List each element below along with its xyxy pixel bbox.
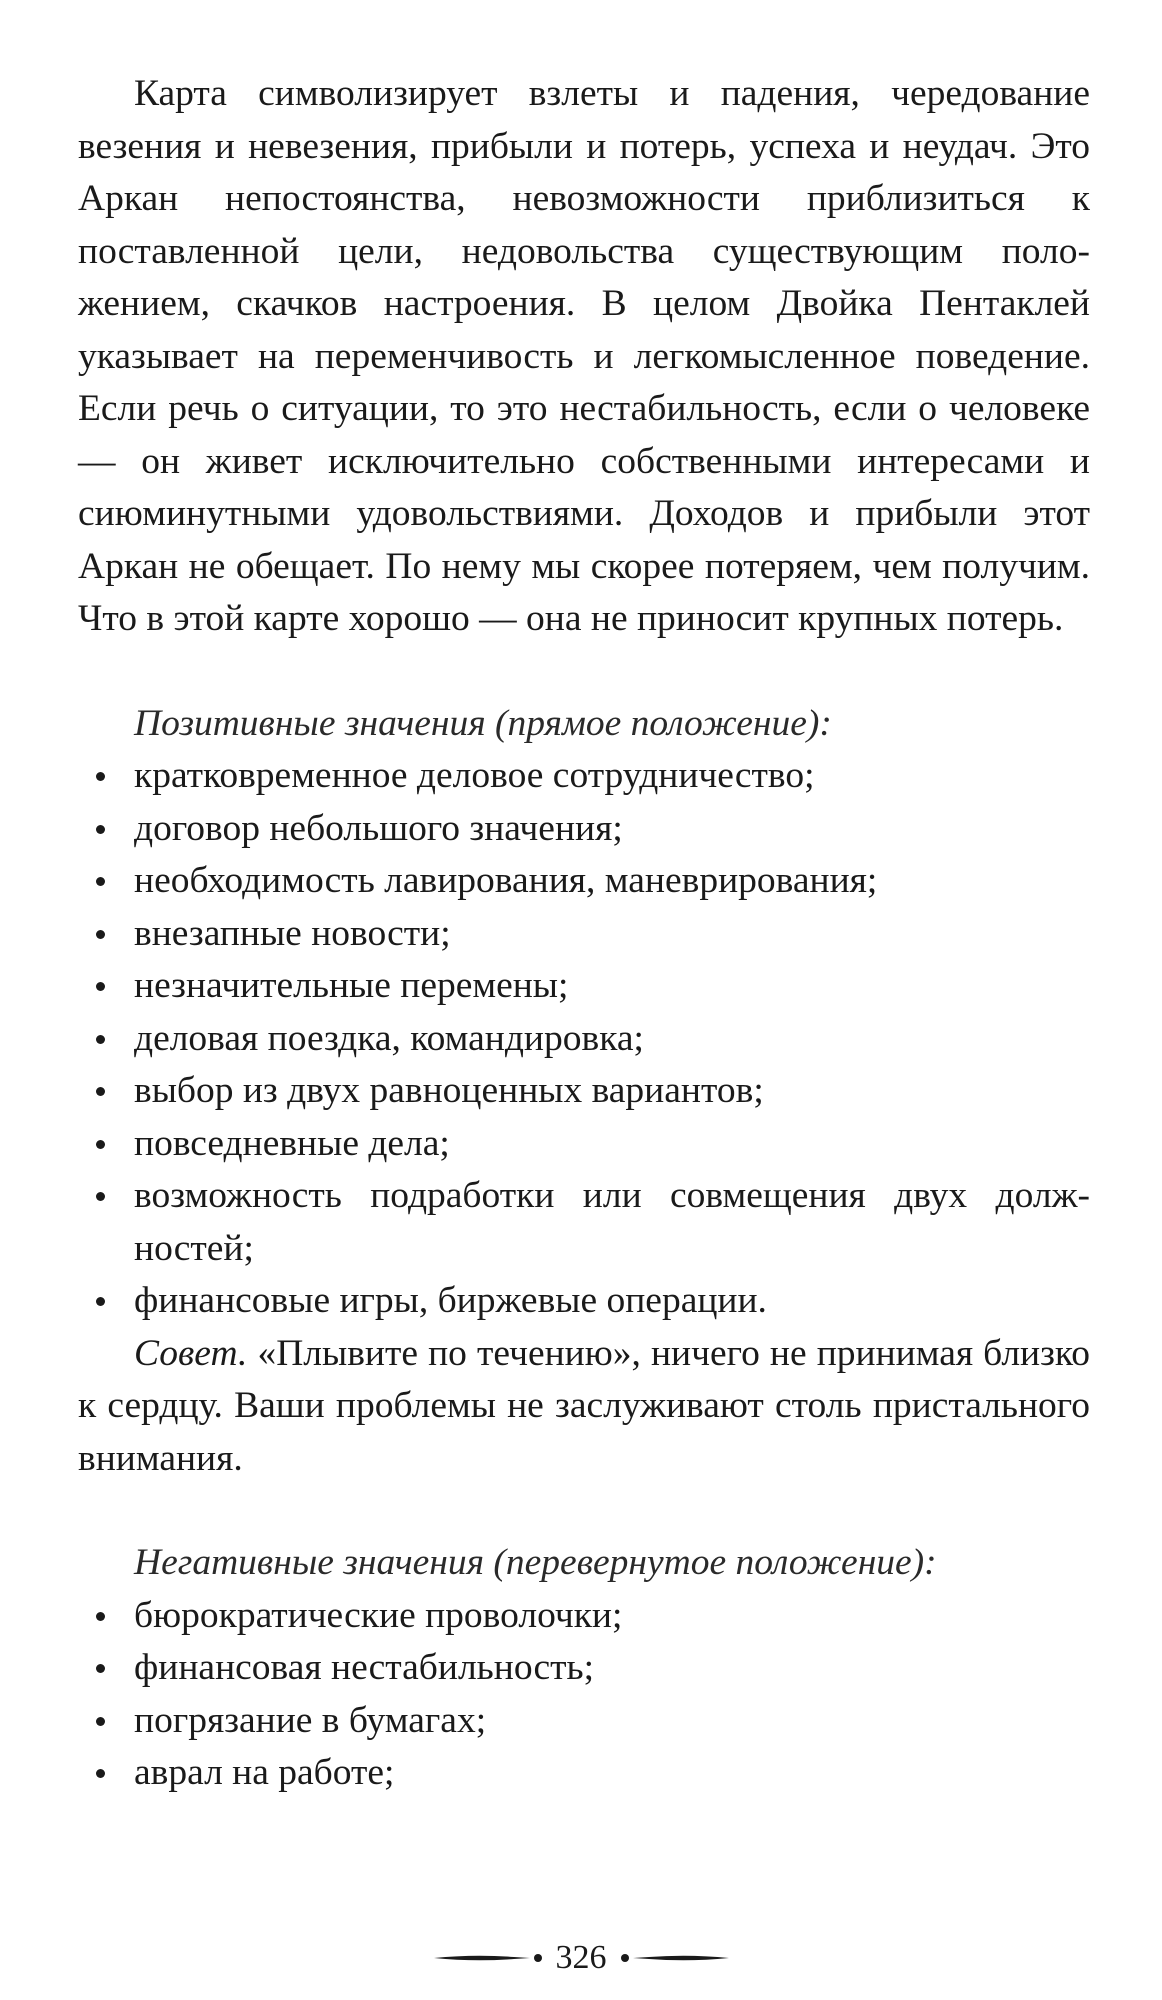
list-item: [78, 1747, 1090, 1800]
list-item-text: финансовые игры, биржевые операции.: [134, 1280, 767, 1321]
list-item: [78, 750, 1090, 803]
bullet-icon: [96, 982, 105, 991]
bullet-icon: [96, 1140, 105, 1149]
list-item: [78, 1170, 1090, 1275]
main-paragraph: Карта символизирует взлеты и падения, чередование везения и невезения, прибыли и потерь, успеха и неудач. Это Аркан непостоянства, невозможности приблизиться к поставленной цели, недовольства существующим положением, скачков настроения. В целом Двойка Пентаклей указывает на переменчивость и легкомысленное поведение. Если речь о ситуации, то это нестабильность, если о человеке — он живет исключительно собственными интересами и сиюминутными удовольствиями. Доходов и прибыли этот Аркан не обещает. По нему мы скорее потеряем, чем получим. Что в этой карте хорошо — она не приносит крупных потерь.: [78, 73, 1090, 639]
bullet-icon: [96, 1612, 105, 1621]
list-item-text: бюрократические проволочки;: [134, 1594, 623, 1636]
list-item-text: повседневные дела;: [134, 1122, 450, 1164]
list-item: [78, 1590, 1090, 1643]
list-item: [78, 1695, 1090, 1748]
list-item: [78, 803, 1090, 856]
right-ornament-icon: [619, 1952, 729, 1964]
bullet-icon: [96, 1192, 105, 1201]
list-item: [78, 908, 1090, 961]
bullet-icon: [96, 877, 105, 886]
bullet-icon: [96, 1769, 105, 1778]
list-item-text: внезапные новости;: [134, 912, 451, 954]
left-ornament-icon: [434, 1952, 544, 1964]
list-item: [78, 1013, 1090, 1066]
list-item: [78, 1642, 1090, 1695]
list-item-text: необходимость лавирования, маневрирования;: [134, 860, 878, 901]
list-item: [78, 1065, 1090, 1118]
negative-meanings-heading: Негативные значения (перевернутое положение):: [134, 1542, 937, 1583]
bullet-icon: [96, 1297, 105, 1306]
advice-label: Совет.: [134, 1332, 248, 1374]
list-item-text: кратковременное деловое сотрудничество;: [134, 755, 815, 796]
list-item-text: финансовая нестабильность;: [134, 1647, 595, 1688]
page-footer: [0, 1938, 1162, 1978]
list-item-text: деловая поездка, командировка;: [134, 1017, 644, 1059]
advice-paragraph: [78, 1328, 1090, 1486]
negative-meanings-list: [78, 1590, 1090, 1800]
bullet-icon: [96, 825, 105, 834]
bullet-icon: [96, 1664, 105, 1673]
list-item-text: аврал на работе;: [134, 1752, 395, 1793]
page-body: [78, 68, 1090, 1800]
positive-meanings-heading: Позитивные значения (прямое положение):: [134, 702, 832, 744]
list-item-text: погрязание в бумагах;: [134, 1699, 487, 1741]
bullet-icon: [96, 1035, 105, 1044]
advice-text: «Плывите по течению», ничего не принимая близко к сердцу. Ваши проблемы не заслуживают столь пристального внимания.: [78, 1332, 1090, 1479]
list-item-text: незначительные перемены;: [134, 965, 569, 1006]
bullet-icon: [96, 772, 105, 781]
list-item: [78, 855, 1090, 908]
bullet-icon: [96, 930, 105, 939]
list-item-text: договор небольшого значения;: [134, 807, 623, 849]
positive-meanings-list: [78, 750, 1090, 1328]
list-item: [78, 960, 1090, 1013]
list-item: [78, 1275, 1090, 1328]
page-number: 326: [555, 1939, 607, 1976]
bullet-icon: [96, 1087, 105, 1096]
bullet-icon: [96, 1717, 105, 1726]
list-item-text: выбор из двух равноценных вариантов;: [134, 1070, 764, 1111]
list-item: [78, 1118, 1090, 1171]
list-item-text: возможность подработки или совмещения двух должностей;: [134, 1175, 1090, 1269]
